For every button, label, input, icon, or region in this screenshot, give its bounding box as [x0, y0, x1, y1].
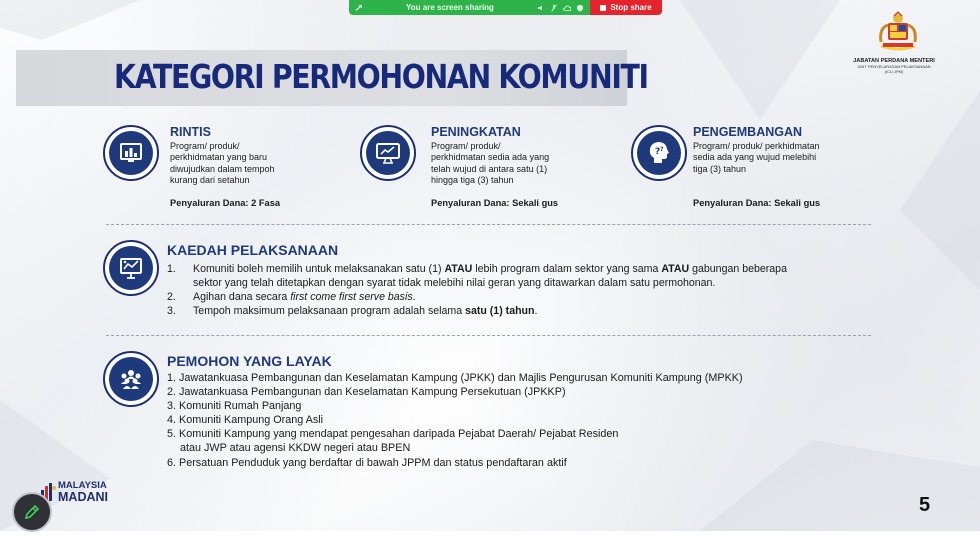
stop-share-button[interactable] [590, 0, 662, 15]
annotate-pen-button[interactable] [12, 492, 52, 532]
list-item: 3. Komuniti Rumah Panjang [167, 400, 302, 413]
shield-icon[interactable] [576, 4, 584, 12]
share-controls [537, 4, 584, 12]
list-item: 6. Persatuan Penduduk yang berdaftar di bawah JPPM dan status pendaftaran aktif [167, 456, 567, 469]
mic-muted-icon[interactable] [550, 4, 558, 12]
kaedah-icon-circle [103, 240, 159, 296]
stop-share-label: Stop share [610, 3, 652, 12]
cloud-icon[interactable] [563, 4, 571, 12]
speaker-icon[interactable] [537, 4, 545, 12]
madani-line1: MALAYSIA [58, 480, 107, 491]
pemohon-heading: PEMOHON YANG LAYAK [167, 353, 332, 369]
category-funding: Penyaluran Dana: Sekali gus [431, 198, 559, 208]
list-item: 2. Agihan dana secara first come first serve basis. [167, 291, 416, 303]
pen-icon [22, 502, 42, 522]
pemohon-icon-circle [103, 351, 159, 407]
category-funding: Penyaluran Dana: 2 Fasa [170, 198, 281, 208]
madani-line2: MADANI [58, 489, 108, 504]
category-funding: Penyaluran Dana: Sekali gus [693, 198, 821, 208]
crest-org-name: JABATAN PERDANA MENTERI [853, 58, 935, 64]
group-icon [117, 365, 145, 393]
chart-icon [117, 139, 145, 167]
pemohon-list [167, 371, 867, 470]
screen-share-message: You are screen sharing [406, 3, 494, 12]
category-heading: PENINGKATAN [431, 125, 521, 139]
page-number: 5 [919, 494, 931, 516]
crest-unit-name: UNIT PENYELARASAN PELAKSANAAN [857, 64, 931, 69]
crest-unit-abbrev: (ICU JPM) [884, 69, 904, 74]
rintis-icon-circle [103, 125, 159, 181]
section-divider [106, 335, 871, 336]
screen-share-bar [349, 0, 662, 15]
bg-facet [0, 0, 140, 40]
category-description: Program/ produk/ perkhidmatan sedia ada yang telah wujud di antara satu (1) hingga tiga (3) tahun [431, 141, 550, 185]
head-question-icon [645, 139, 673, 167]
pengembangan-icon-circle [631, 125, 687, 181]
category-heading: PENGEMBANGAN [693, 125, 803, 139]
monitor-icon [374, 139, 402, 167]
list-item: 4. Komuniti Kampung Orang Asli [167, 414, 324, 427]
section-divider [106, 224, 871, 225]
malaysia-madani-logo [40, 481, 108, 502]
bottom-strip [0, 531, 980, 543]
category-description: Program/ produk/ perkhidmatan sedia ada yang wujud melebihi tiga (3) tahun [693, 141, 820, 174]
category-description: Program/ produk/ perkhidmatan yang baru diwujudkan dalam tempoh kurang dari setahun [170, 141, 275, 185]
svg-text:?: ? [655, 147, 661, 157]
slide-title: KATEGORI PERMOHONAN KOMUNITI [114, 57, 648, 96]
bg-facet [900, 90, 980, 290]
screen-share-status [349, 0, 590, 15]
kaedah-heading: KAEDAH PELAKSANAAN [167, 242, 339, 258]
share-icon [355, 4, 363, 12]
bg-facet [640, 0, 840, 120]
list-item-continuation: sektor yang telah ditetapkan dengan syarat tidak melebihi nilai geran yang ditawarkan dalam satu permohonan. [193, 277, 716, 289]
svg-text:?: ? [660, 146, 664, 153]
list-item: 1. Komuniti boleh memilih untuk melaksanakan satu (1) ATAU lebih program dalam sektor yang sama ATAU gabungan beberapa [167, 263, 787, 275]
list-item: 2. Jawatankuasa Pembangunan dan Keselamatan Kampung Persekutuan (JPKKP) [167, 386, 566, 399]
stop-icon [600, 5, 606, 11]
list-item: 5. Komuniti Kampung yang mendapat pengesahan daripada Pejabat Daerah/ Pejabat Residen [167, 428, 619, 441]
kaedah-list [167, 262, 867, 318]
presentation-icon [117, 254, 145, 282]
list-item-continuation: atau JWP atau agensi KKDW negeri atau BPEN [180, 442, 411, 455]
category-heading: RINTIS [170, 125, 211, 139]
list-item: 3. Tempoh maksimum pelaksanaan program adalah selama satu (1) tahun. [167, 305, 538, 317]
list-item: 1. Jawatankuasa Pembangunan dan Keselamatan Kampung (JPKK) dan Majlis Pengurusan Komuniti Kampung (MPKK) [167, 372, 743, 384]
peningkatan-icon-circle [360, 125, 416, 181]
coat-of-arms-icon [873, 10, 923, 54]
